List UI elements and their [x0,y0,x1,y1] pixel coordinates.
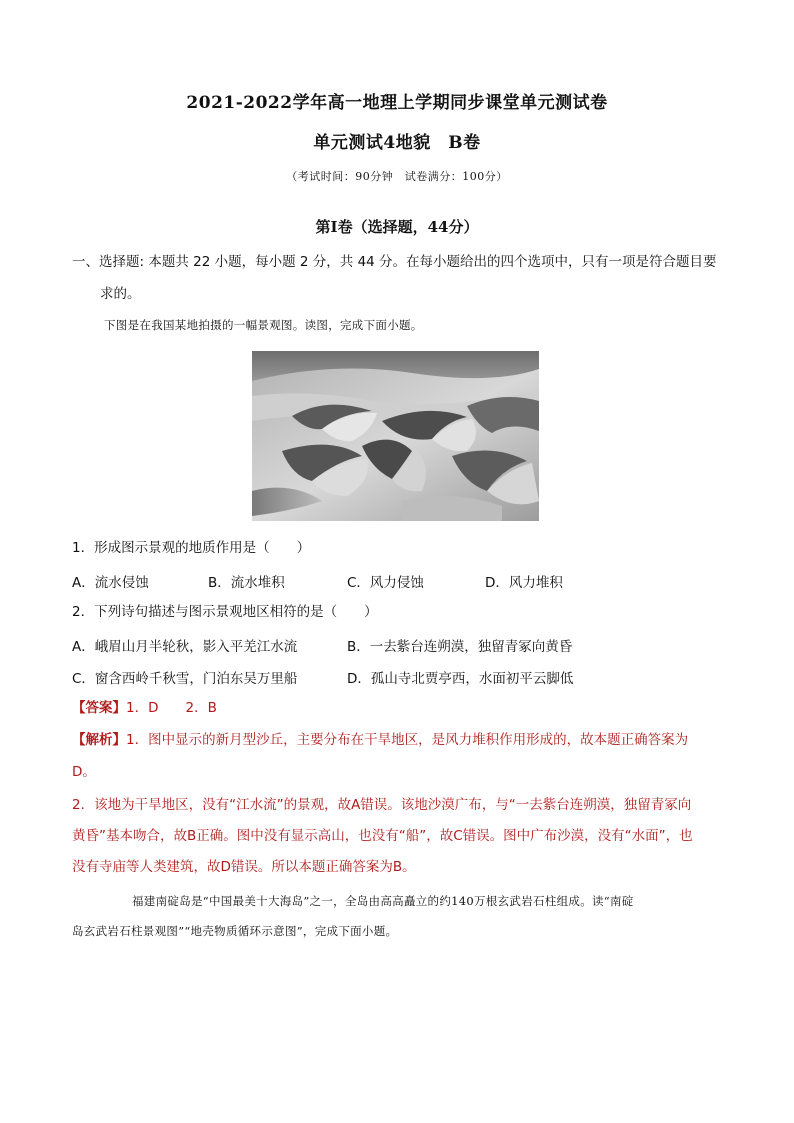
analysis-label: 【解析】 [72,732,126,748]
analysis-line-3: 2．该地为干旱地区，没有“江水流”的景观，故A错误。该地沙漠广布，与“一去紫台连朔漠，独留青冢向 [72,797,692,813]
next-intro-line-1: 福建南碇岛是“中国最美十大海岛”之一，全岛由高高矗立的约140万根玄武岩石柱组成。读“南碇 [132,894,634,908]
answer-label: 【答案】 [72,700,126,716]
desert-dunes-photo [252,351,539,521]
q2-option-c: C．窗含西岭千秋雪，门泊东吴万里船 [72,671,298,687]
next-intro-line-2: 岛玄武岩石柱景观图”“地壳物质循环示意图”，完成下面小题。 [72,924,398,938]
unit-title: 单元测试4地貌 B卷 [313,133,481,153]
q2-stem: 2．下列诗句描述与图示景观地区相符的是（ ） [72,604,378,620]
analysis-line-2: D。 [72,764,96,780]
exam-title: 2021-2022学年高一地理上学期同步课堂单元测试卷 [186,93,608,113]
q1-stem: 1．形成图示景观的地质作用是（ ） [72,540,311,556]
instructions-line-1: 一、选择题: 本题共 22 小题，每小题 2 分，共 44 分。在每小题给出的四个选项中，只有一项是符合题目要 [72,254,717,270]
q2-option-d: D．孤山寺北贾亭西，水面初平云脚低 [347,671,574,687]
dune-landscape-image [252,351,539,521]
section-title: 第Ⅰ卷（选择题，44分） [315,218,479,236]
q1-option-c: C．风力侵蚀 [347,575,424,591]
q1-option-a: A．流水侵蚀 [72,575,149,591]
exam-info: （考试时间：90分钟 试卷满分：100分） [286,170,508,183]
answer-line [72,698,217,718]
answer-text: 1．D 2．B [126,700,217,716]
q2-option-a: A．峨眉山月半轮秋，影入平羌江水流 [72,639,298,655]
analysis-line-5: 没有寺庙等人类建筑，故D错误。所以本题正确答案为B。 [72,859,416,875]
question-intro: 下图是在我国某地拍摄的一幅景观图。读图，完成下面小题。 [104,318,423,332]
q2-option-b: B．一去紫台连朔漠，独留青冢向黄昏 [347,639,573,655]
analysis-text-1: 1．图中显示的新月型沙丘，主要分布在干旱地区，是风力堆积作用形成的，故本题正确答案为 [126,732,689,748]
q1-option-b: B．流水堆积 [208,575,285,591]
q1-option-d: D．风力堆积 [485,575,563,591]
analysis-line-1 [72,730,688,750]
analysis-line-4: 黄昏”基本吻合，故B正确。图中没有显示高山，也没有“船”，故C错误。图中广布沙漠，没有“水面”，也 [72,828,693,844]
instructions-line-2: 求的。 [100,286,141,302]
